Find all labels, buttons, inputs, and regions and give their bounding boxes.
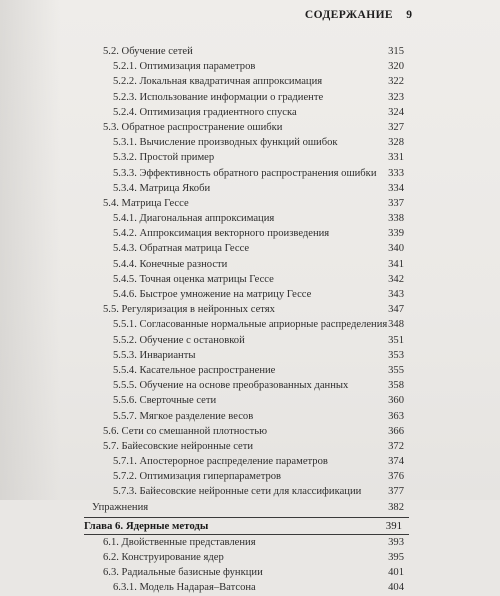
toc-entry (0, 550, 500, 565)
toc-entry-title: Локальная квадратичная аппроксимация (139, 76, 323, 88)
toc-entry (0, 535, 500, 550)
toc-entry-page: 382 (388, 501, 404, 513)
toc-entry-number: 5.5.1. (113, 319, 137, 331)
toc-entry-title: Сети со смешанной плотностью (121, 425, 268, 437)
toc-entry-page: 374 (388, 456, 404, 468)
toc-entry-page: 351 (388, 334, 404, 346)
toc-entry-page: 377 (388, 486, 404, 498)
table-of-contents (0, 44, 500, 596)
toc-entry (0, 105, 500, 120)
toc-entry (0, 580, 500, 595)
toc-entry (0, 44, 500, 59)
toc-entry-page: 334 (388, 182, 404, 194)
toc-entry-title: Аппроксимация векторного произведения (139, 228, 330, 240)
toc-entry (0, 287, 500, 302)
toc-entry-page: 342 (388, 273, 404, 285)
toc-entry-page: 320 (388, 61, 404, 73)
toc-entry-title: Обучение сетей (121, 46, 193, 57)
toc-entry-page: 347 (388, 304, 404, 316)
toc-entry (0, 196, 500, 211)
toc-entry-title: Конечные разности (139, 258, 228, 270)
toc-entry-number: 5.7.1. (113, 456, 137, 468)
toc-entry-number: 5.4.2. (113, 228, 137, 240)
toc-entry-title: Оптимизация параметров (139, 61, 256, 73)
toc-entry (0, 257, 500, 272)
toc-entry-page: 355 (388, 364, 404, 376)
toc-entry-title: Байесовские нейронные сети (121, 440, 254, 452)
toc-entry-number: 5.4.3. (113, 243, 137, 255)
toc-entry-page: 358 (388, 380, 404, 392)
toc-entry-number: 5.3.4. (113, 182, 137, 194)
toc-entry (0, 565, 500, 580)
toc-entry-page: 339 (388, 228, 404, 240)
toc-entry-page: 353 (388, 349, 404, 361)
toc-entry (0, 241, 500, 256)
toc-entry (0, 500, 500, 515)
toc-entry-title: Эффективность обратного распространения ошибки (139, 167, 377, 179)
toc-entry-page: 341 (388, 258, 404, 270)
toc-entry-number: 5.4.6. (113, 289, 137, 300)
chapter-page: 391 (385, 519, 402, 532)
toc-entry-title: Матрица Гессе (121, 197, 189, 209)
toc-entry-number: 5.2.1. (113, 61, 137, 73)
toc-entry-number: 5.4.4. (113, 258, 137, 270)
toc-entry-title: Обратное распространение ошибки (121, 121, 283, 133)
toc-entry-page: 343 (388, 289, 404, 300)
toc-entry-title: Вычисление производных функций ошибок (139, 137, 338, 149)
toc-entry-title: Согласованные нормальные априорные распределения (139, 319, 388, 331)
toc-entry (0, 439, 500, 454)
toc-entry-page: 322 (388, 76, 404, 88)
toc-entry (0, 59, 500, 74)
toc-entry-page: 401 (388, 567, 404, 579)
toc-entry-number: 5.2.4. (113, 106, 137, 118)
toc-entry-number: 5.5.7. (113, 410, 137, 422)
toc-entry-page: 340 (388, 243, 404, 255)
toc-entry-title: Обучение на основе преобразованных данных (139, 380, 349, 392)
toc-entry (0, 272, 500, 287)
toc-entry-page: 366 (388, 425, 404, 437)
toc-entry-page: 338 (388, 213, 404, 225)
toc-entry-title: Использование информации о градиенте (139, 91, 324, 103)
toc-entry-title: Двойственные представления (121, 536, 256, 548)
toc-entry-number: 6.3.1. (113, 582, 137, 594)
toc-entry-title: Байесовские нейронные сети для классификации (139, 486, 362, 498)
toc-entry-number: 5.4.1. (113, 213, 137, 225)
toc-entry (0, 317, 500, 332)
toc-entry-number: 6.3. (103, 567, 119, 579)
running-header (0, 9, 500, 25)
toc-entry-number: 5.5. (103, 304, 119, 316)
toc-entry (0, 150, 500, 165)
toc-entry-page: 328 (388, 137, 404, 149)
toc-entry-page: 393 (388, 536, 404, 548)
chapter-top-rule (84, 517, 409, 518)
toc-entry-number: 5.5.4. (113, 364, 137, 376)
toc-entry (0, 409, 500, 424)
toc-entry (0, 348, 500, 363)
toc-entry-page: 372 (388, 440, 404, 452)
toc-entry (0, 424, 500, 439)
toc-entry-title: Мягкое разделение весов (139, 410, 254, 422)
toc-entry-number: 5.7. (103, 440, 119, 452)
toc-entry (0, 74, 500, 89)
toc-entry-page: 323 (388, 91, 404, 103)
toc-entry (0, 333, 500, 348)
toc-entry-title: Апостерорное распределение параметров (139, 456, 328, 468)
chapter-title: Глава 6. Ядерные методы (84, 519, 209, 532)
toc-entry (0, 454, 500, 469)
toc-entry (0, 469, 500, 484)
toc-entry (0, 484, 500, 499)
toc-entry-title: Сверточные сети (139, 395, 217, 407)
toc-entry-title: Точная оценка матрицы Гессе (139, 273, 274, 285)
toc-entry-number: 5.2. (103, 46, 119, 57)
toc-entry (0, 378, 500, 393)
toc-entry-title: Оптимизация градиентного спуска (139, 106, 297, 118)
toc-entry-page: 348 (388, 319, 404, 331)
toc-entry (0, 181, 500, 196)
toc-entry-title: Упражнения (92, 501, 149, 513)
toc-entry-number: 5.3.2. (113, 152, 137, 164)
running-title: СОДЕРЖАНИЕ (304, 9, 393, 21)
toc-entry-number: 5.7.2. (113, 471, 137, 483)
running-page-number: 9 (406, 9, 412, 21)
toc-entry-number: 5.5.5. (113, 380, 137, 392)
toc-entry-page: 331 (388, 152, 404, 164)
toc-entry-number: 5.3.3. (113, 167, 137, 179)
toc-entry (0, 135, 500, 150)
toc-entry-number: 5.3. (103, 121, 119, 133)
toc-entry-number: 5.6. (103, 425, 119, 437)
toc-entry-title: Модель Надарая–Ватсона (139, 582, 256, 594)
toc-entry-page: 333 (388, 167, 404, 179)
toc-entry (0, 226, 500, 241)
toc-entry (0, 120, 500, 135)
toc-entry-title: Регуляризация в нейронных сетях (121, 304, 275, 316)
toc-entry-number: 5.3.1. (113, 137, 137, 149)
chapter-heading (0, 517, 500, 535)
toc-entry (0, 393, 500, 408)
toc-entry (0, 166, 500, 181)
toc-entry-title: Обучение с остановкой (139, 334, 245, 346)
toc-entry-number: 5.4. (103, 197, 119, 209)
toc-entry-number: 5.2.2. (113, 76, 137, 88)
toc-entry-title: Касательное распространение (139, 364, 276, 376)
toc-entry-page: 324 (388, 106, 404, 118)
toc-entry-title: Радиальные базисные функции (121, 567, 263, 579)
toc-entry-page: 395 (388, 552, 404, 563)
toc-entry-number: 6.2. (103, 552, 119, 563)
toc-entry-number: 6.1. (103, 536, 119, 548)
toc-entry-number: 5.5.3. (113, 349, 137, 361)
toc-entry (0, 211, 500, 226)
toc-entry-page: 404 (388, 582, 404, 594)
toc-entry-page: 327 (388, 121, 404, 133)
toc-entry-page: 376 (388, 471, 404, 483)
toc-entry-title: Матрица Якоби (139, 182, 211, 194)
toc-entry-page: 360 (388, 395, 404, 407)
toc-entry-page: 363 (388, 410, 404, 422)
toc-entry-number: 5.2.3. (113, 91, 137, 103)
toc-entry-number: 5.7.3. (113, 486, 137, 498)
toc-entry-title: Простой пример (139, 152, 215, 164)
toc-entry-number: 5.4.5. (113, 273, 137, 285)
toc-entry-title: Инварианты (139, 349, 196, 361)
toc-entry-title: Быстрое умножение на матрицу Гессе (139, 289, 312, 300)
toc-entry-title: Обратная матрица Гессе (139, 243, 250, 255)
toc-entry-title: Конструирование ядер (121, 552, 224, 563)
toc-entry-number: 5.5.2. (113, 334, 137, 346)
toc-entry-page: 315 (388, 46, 404, 57)
toc-entry (0, 302, 500, 317)
toc-entry-title: Оптимизация гиперпараметров (139, 471, 282, 483)
toc-entry-number: 5.5.6. (113, 395, 137, 407)
toc-entry (0, 90, 500, 105)
toc-entry-title: Диагональная аппроксимация (139, 213, 275, 225)
toc-entry (0, 363, 500, 378)
toc-entry-page: 337 (388, 197, 404, 209)
